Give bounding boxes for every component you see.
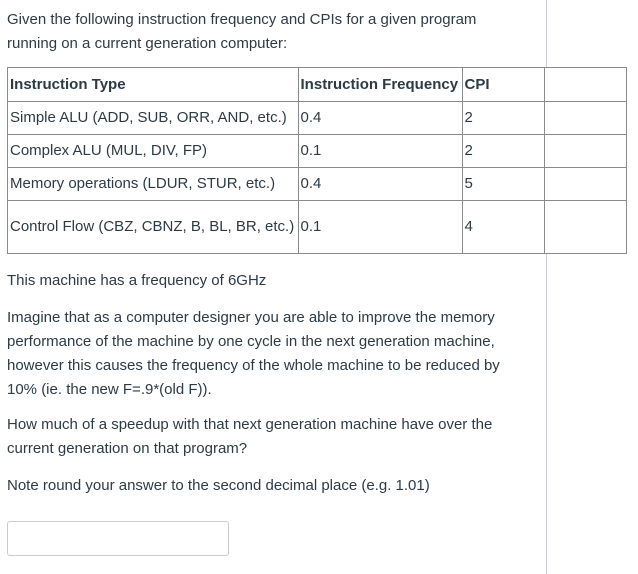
cell-empty <box>544 102 626 135</box>
question-statement: How much of a speedup with that next generation machine have over the current generation on that program? <box>7 416 493 457</box>
cell-instruction-type: Complex ALU (MUL, DIV, FP) <box>8 135 299 168</box>
cell-instruction-type: Memory operations (LDUR, STUR, etc.) <box>8 168 299 201</box>
scenario-statement: Imagine that as a computer designer you are able to improve the memory performance of the machine by one cycle in the next generation machine, however this causes the frequency of the whole machine to be reduced by 10% (ie. the new F=.9*(old F)). <box>7 309 500 398</box>
cell-cpi: 4 <box>462 201 544 254</box>
cell-frequency: 0.4 <box>298 102 462 135</box>
cell-frequency: 0.4 <box>298 168 462 201</box>
header-empty <box>544 68 626 102</box>
table-row <box>8 168 627 201</box>
answer-input[interactable] <box>7 521 229 556</box>
table-row <box>8 201 627 254</box>
cell-instruction-type: Control Flow (CBZ, CBNZ, B, BL, BR, etc.) <box>8 201 299 254</box>
rounding-note: Note round your answer to the second decimal place (e.g. 1.01) <box>7 477 430 494</box>
instruction-table <box>7 67 627 254</box>
cell-cpi: 2 <box>462 102 544 135</box>
cell-empty <box>544 168 626 201</box>
frequency-statement: This machine has a frequency of 6GHz <box>7 272 267 289</box>
cell-instruction-type: Simple ALU (ADD, SUB, ORR, AND, etc.) <box>8 102 299 135</box>
header-instruction-frequency: Instruction Frequency <box>298 68 462 102</box>
cell-cpi: 2 <box>462 135 544 168</box>
question-intro: Given the following instruction frequency and CPIs for a given program running on a current generation computer: <box>7 11 477 52</box>
cell-cpi: 5 <box>462 168 544 201</box>
cell-empty <box>544 135 626 168</box>
table-row <box>8 135 627 168</box>
cell-frequency: 0.1 <box>298 135 462 168</box>
cell-frequency: 0.1 <box>298 201 462 254</box>
cell-empty <box>544 201 626 254</box>
header-instruction-type: Instruction Type <box>8 68 299 102</box>
question-content <box>7 8 627 494</box>
header-cpi: CPI <box>462 68 544 102</box>
table-header-row <box>8 68 627 102</box>
table-row <box>8 102 627 135</box>
